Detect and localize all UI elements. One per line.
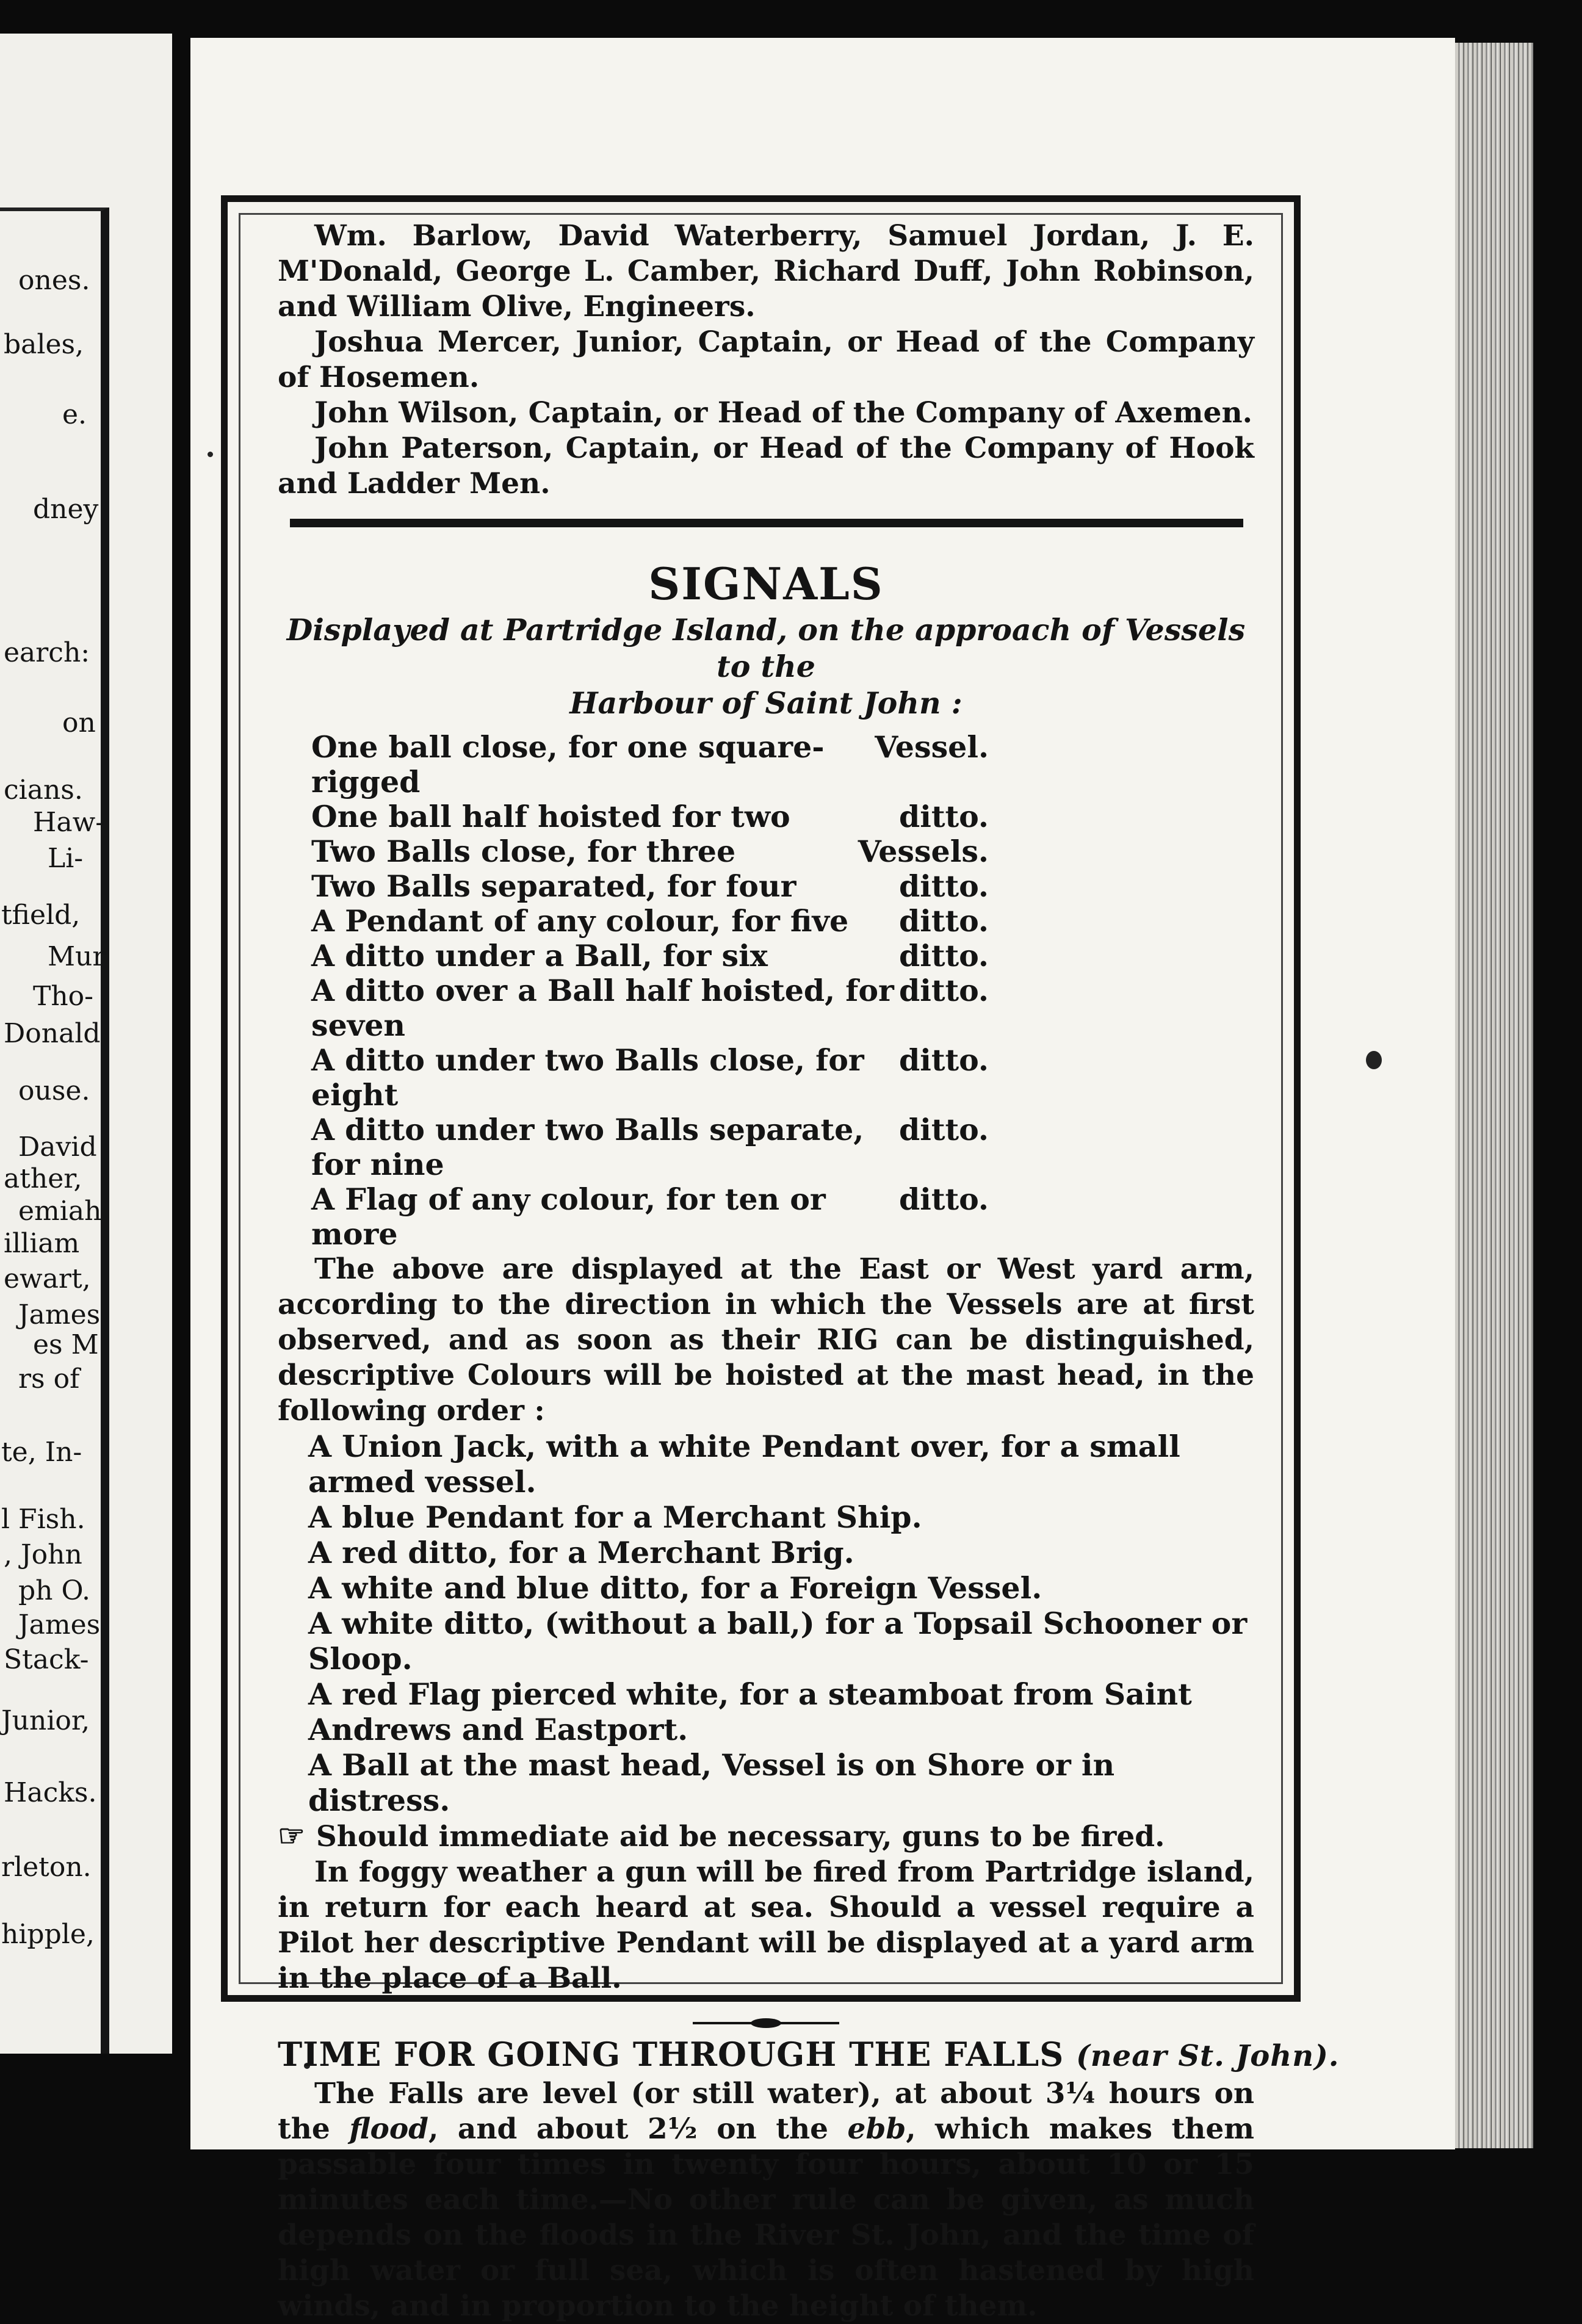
signal-description: A ditto under two Balls separate, for nine — [311, 1112, 864, 1182]
left-page-line: tfield, — [1, 900, 81, 931]
signal-meaning: ditto. — [898, 1042, 989, 1078]
left-page-line: James — [18, 1609, 101, 1640]
left-page-line: David — [18, 1131, 97, 1163]
signals-subtitle-line-1: Displayed at Partridge Island, on the approach of Vessels to the — [286, 612, 1246, 684]
list-item — [311, 904, 989, 939]
signal-description: Two Balls separated, for four — [311, 868, 796, 904]
left-page-line: Junior, — [1, 1705, 90, 1736]
left-page-line: earch: — [4, 637, 90, 668]
ornamental-divider — [693, 2018, 839, 2028]
signal-meaning: ditto. — [898, 799, 989, 834]
signal-meaning: ditto. — [898, 938, 989, 973]
falls-paragraph — [278, 2076, 1254, 2324]
left-page-line: Hacks. — [4, 1777, 97, 1808]
left-page-line: rs of — [18, 1363, 80, 1395]
list-item — [311, 939, 989, 973]
page-gutter — [172, 0, 190, 2241]
guns-note-text: Should immediate aid be necessary, guns to be fired. — [316, 1820, 1165, 1853]
list-item: A Union Jack, with a white Pendant over, for a small armed vessel. — [308, 1429, 1180, 1499]
left-page-line: Donald — [4, 1018, 101, 1049]
falls-title-note: (near St. John). — [1076, 2039, 1340, 2073]
signals-subtitle-line-2: Harbour of Saint John : — [569, 685, 963, 721]
left-page-line: Li- — [48, 843, 84, 874]
hosemen-paragraph: Joshua Mercer, Junior, Captain, or Head of the Company of Hosemen. — [278, 325, 1254, 394]
left-page-line: rleton. — [1, 1852, 92, 1883]
list-item — [311, 1043, 989, 1113]
list-item: A red Flag pierced white, for a steamboat from Saint Andrews and Eastport. — [308, 1676, 1192, 1747]
signal-meaning: ditto. — [898, 903, 989, 939]
list-item — [311, 869, 989, 904]
left-page-line: ph O. — [18, 1575, 90, 1606]
list-item — [311, 1113, 989, 1182]
signal-meaning: ditto. — [898, 868, 989, 904]
colour-list — [308, 1429, 1254, 1818]
signal-description: A ditto under a Ball, for six — [311, 938, 768, 973]
left-page-fragment — [0, 34, 172, 2054]
left-page-line: hipple, — [1, 1919, 95, 1950]
left-page-line: emiah — [18, 1196, 102, 1227]
display-note: The above are displayed at the East or West yard arm, according to the direction in which the Vessels are at first observed, and as soon as their RIG can be distinguished, descriptive Colours will be hoisted at the mast head, in the following order : — [278, 1252, 1254, 1427]
list-item: A red ditto, for a Merchant Brig. — [308, 1535, 854, 1570]
signals-section — [278, 557, 1254, 1996]
list-item — [311, 973, 989, 1043]
left-page-line: ones. — [18, 265, 90, 296]
signal-meaning: Vessel. — [875, 729, 989, 765]
signals-subtitle — [278, 612, 1254, 721]
axemen-paragraph: John Wilson, Captain, or Head of the Company of Axemen. — [314, 396, 1252, 430]
guns-note — [278, 1818, 1254, 1855]
list-item — [311, 730, 989, 799]
left-page-line: Stack- — [4, 1644, 89, 1675]
signal-description: A Pendant of any colour, for five — [311, 903, 849, 939]
signals-title: SIGNALS — [648, 558, 884, 610]
officers-section — [278, 218, 1254, 502]
left-page-line: es M — [33, 1329, 99, 1360]
left-page-line: ewart, — [4, 1263, 91, 1294]
signal-meaning: ditto. — [898, 1182, 989, 1217]
signal-description: A ditto under two Balls close, for eight — [311, 1042, 864, 1113]
signal-meaning: ditto. — [898, 973, 989, 1008]
double-rule-divider — [290, 519, 1243, 527]
page-edges — [1455, 43, 1533, 2148]
signal-meaning: Vessels. — [858, 834, 989, 869]
engineers-paragraph: Wm. Barlow, David Waterberry, Samuel Jordan, J. E. M'Donald, George L. Camber, Richard Duff, John Robinson, and William Olive, Engineers. — [278, 219, 1254, 323]
list-item — [311, 1182, 989, 1252]
falls-text-3: , which makes them passable four times in twenty four hours, about 10 or 15 minutes each time.—No other rule can be given, as much depends on the floods in the River St. John, and the time of high water or full sea, which is often hastened by high winds, and in proportion to the height of them. — [278, 2112, 1254, 2323]
left-page-line: on — [62, 707, 96, 738]
falls-text-2: , and about 2½ on the — [428, 2112, 829, 2146]
left-page-line: cians. — [4, 774, 83, 806]
ink-spot — [1366, 1051, 1382, 1069]
signal-description: One ball close, for one square-rigged — [311, 729, 825, 799]
pointing-hand-icon: ☞ — [278, 1817, 305, 1853]
left-page-line: Mur — [48, 941, 106, 972]
signal-description: A Flag of any colour, for ten or more — [311, 1182, 826, 1252]
list-item — [311, 834, 989, 869]
hook-ladder-paragraph: John Paterson, Captain, or Head of the Company of Hook and Ladder Men. — [278, 431, 1254, 500]
falls-section — [278, 2034, 1340, 2324]
falls-ebb-word: ebb — [847, 2112, 906, 2146]
left-page-line: illiam — [4, 1228, 80, 1259]
signal-description: Two Balls close, for three — [311, 834, 736, 869]
left-page-line: te, In- — [1, 1437, 82, 1468]
signal-description: One ball half hoisted for two — [311, 799, 790, 834]
list-item: A white and blue ditto, for a Foreign Vessel. — [308, 1570, 1042, 1606]
page-content — [278, 218, 1340, 2324]
left-page-line: Haw- — [33, 807, 105, 838]
left-page-line: ather, — [4, 1163, 82, 1194]
list-item: A Ball at the mast head, Vessel is on Shore or in distress. — [308, 1747, 1115, 1818]
left-page-line: ouse. — [18, 1075, 90, 1106]
left-page-line: bales, — [4, 329, 84, 360]
list-item: A white ditto, (without a ball,) for a Topsail Schooner or Sloop. — [308, 1606, 1248, 1676]
fog-note: In foggy weather a gun will be fired from Partridge island, in return for each heard at sea. Should a vessel require a Pilot her descriptive Pendant will be displayed at a yard arm in the place of a Ball. — [278, 1855, 1254, 1995]
signal-list — [311, 730, 1254, 1252]
left-page-line: e. — [62, 399, 87, 430]
ink-dot — [208, 452, 213, 457]
left-page-line: l Fish. — [1, 1504, 85, 1535]
list-item: A blue Pendant for a Merchant Ship. — [308, 1499, 922, 1535]
left-page-line: , John — [4, 1539, 82, 1570]
left-page-line: dney — [33, 494, 99, 525]
list-item — [311, 799, 989, 834]
left-page-line: James — [18, 1299, 101, 1330]
falls-title-text: TIME FOR GOING THROUGH THE FALLS — [278, 2035, 1064, 2074]
left-page-line: Tho- — [33, 981, 94, 1012]
signal-description: A ditto over a Ball half hoisted, for seven — [311, 973, 894, 1043]
signal-meaning: ditto. — [898, 1112, 989, 1147]
falls-title — [278, 2034, 1340, 2076]
falls-text-1: The Falls are level (or still water), at about 3¼ hours on the — [278, 2077, 1254, 2146]
falls-flood-word: flood — [349, 2112, 429, 2146]
